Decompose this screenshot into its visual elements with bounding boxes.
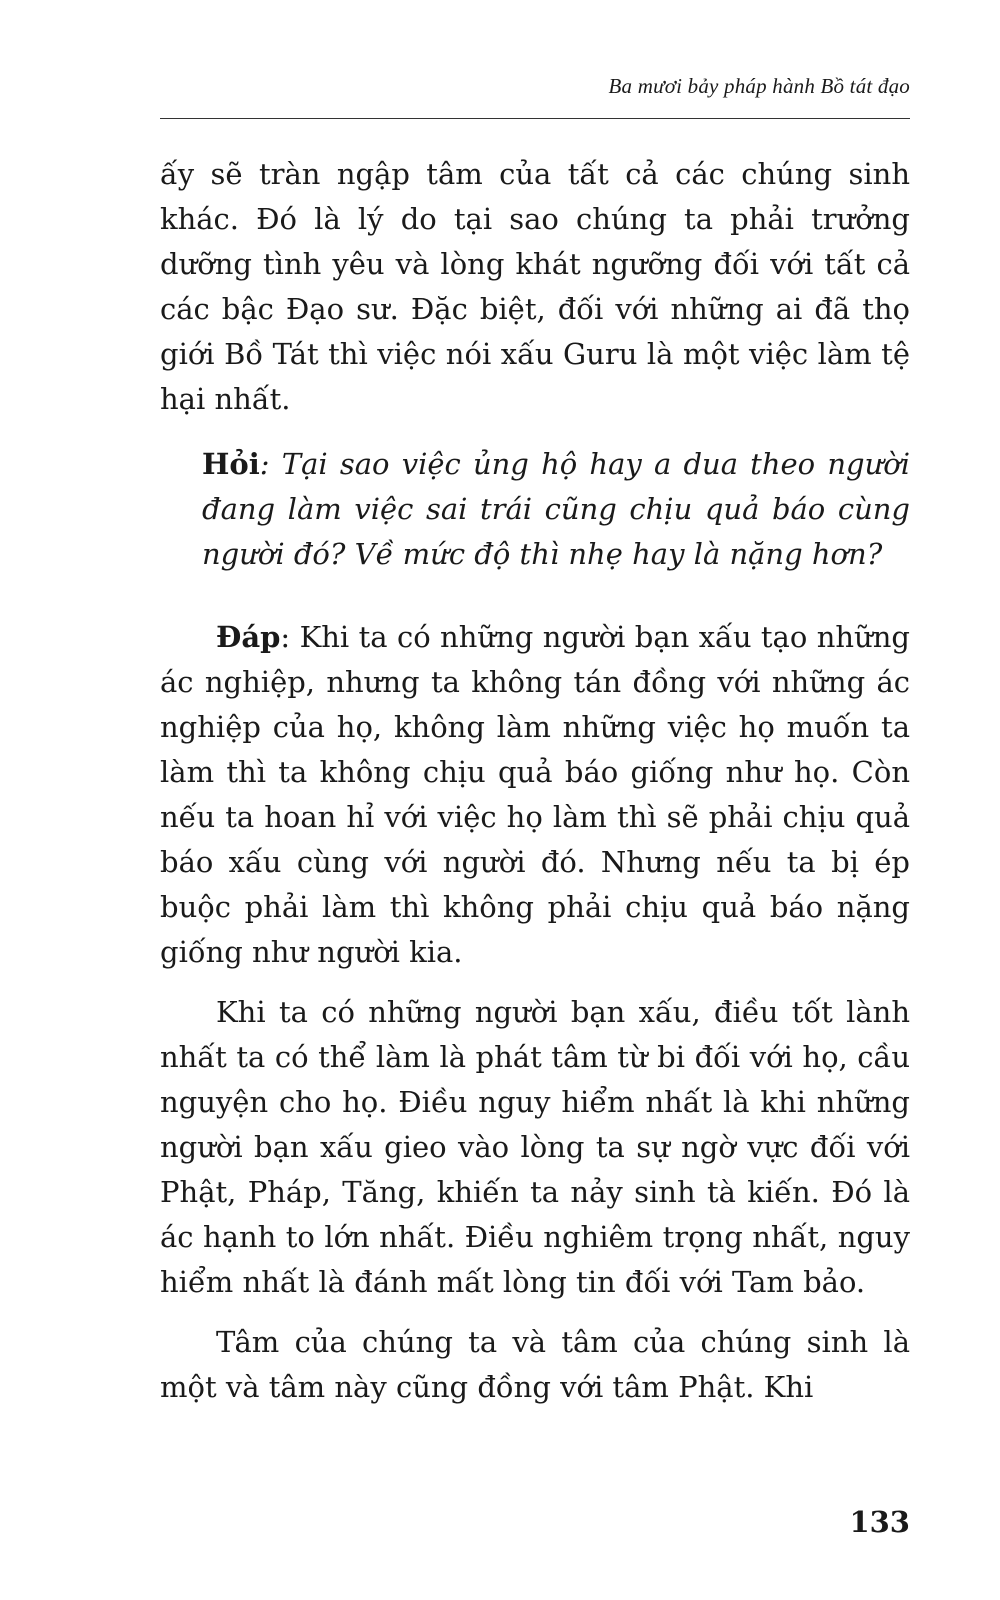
header-divider (160, 118, 910, 119)
question-separator: : (259, 447, 282, 481)
running-header: Ba mươi bảy pháp hành Bồ tát đạo (608, 74, 910, 98)
question-text: Tại sao việc ủng hộ hay a dua theo người đang làm việc sai trái cũng chịu quả báo cùng người đó? Về mức độ thì nhẹ hay là nặng hơn? (202, 447, 910, 571)
page-number: 133 (849, 1505, 910, 1539)
answer-text: Khi ta có những người bạn xấu tạo những ác nghiệp, nhưng ta không tán đồng với những ác nghiệp của họ, không làm những việc họ muốn ta làm thì ta không chịu quả báo giống như họ. Còn nếu ta hoan hỉ với việc họ làm thì sẽ phải chịu quả báo xấu cùng với người đó. Nhưng nếu ta bị ép buộc phải làm thì không phải chịu quả báo nặng giống như người kia. (160, 620, 910, 969)
answer-block (160, 615, 910, 975)
paragraph-continuation: ấy sẽ tràn ngập tâm của tất cả các chúng sinh khác. Đó là lý do tại sao chúng ta phải trưởng dưỡng tình yêu và lòng khát ngưỡng đối với tất cả các bậc Đạo sư. Đặc biệt, đối với những ai đã thọ giới Bồ Tát thì việc nói xấu Guru là một việc làm tệ hại nhất. (160, 157, 910, 416)
paragraph-bad-friends: Khi ta có những người bạn xấu, điều tốt lành nhất ta có thể làm là phát tâm từ bi đối với họ, cầu nguyện cho họ. Điều nguy hiểm nhất là khi những người bạn xấu gieo vào lòng ta sự ngờ vực đối với Phật, Pháp, Tăng, khiến ta nảy sinh tà kiến. Đó là ác hạnh to lớn nhất. Điều nghiêm trọng nhất, nguy hiểm nhất là đánh mất lòng tin đối với Tam bảo. (160, 995, 910, 1299)
page-body (160, 152, 910, 1425)
answer-label: Đáp (216, 620, 281, 654)
answer-separator: : (280, 620, 300, 654)
question-block (202, 442, 910, 577)
question-label: Hỏi (202, 447, 260, 481)
paragraph-mind: Tâm của chúng ta và tâm của chúng sinh là một và tâm này cũng đồng với tâm Phật. Khi (160, 1325, 910, 1404)
